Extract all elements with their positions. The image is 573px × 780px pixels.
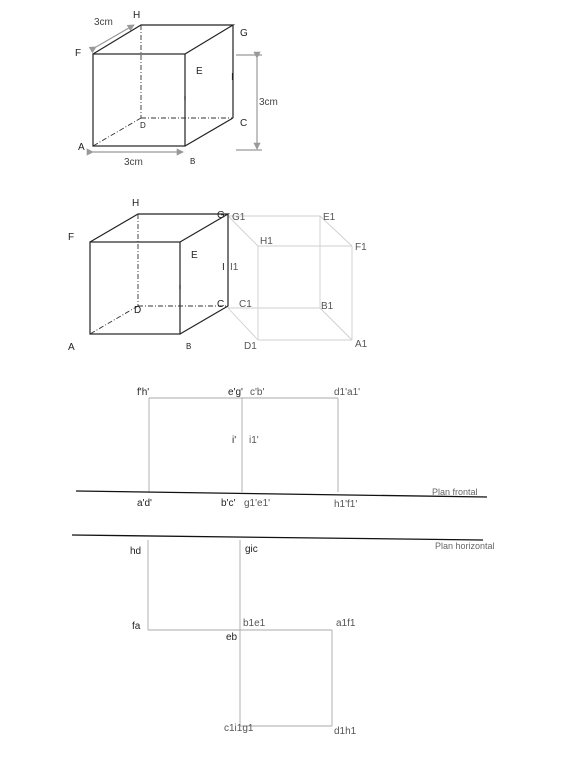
label2-E: E — [191, 250, 198, 261]
label-bc: b'c' — [221, 498, 236, 509]
ghost-edge — [228, 308, 258, 340]
label2-B: B — [186, 342, 192, 351]
label-E1: E1 — [323, 212, 336, 223]
plan-horizontal-label: Plan horizontal — [435, 541, 495, 551]
label-I1: I1 — [230, 262, 239, 273]
plan-frontal-line — [76, 491, 487, 497]
cube2-edge-cb — [180, 306, 228, 334]
label2-I: I — [222, 262, 225, 273]
label-c1i1g1: c1i1g1 — [224, 723, 254, 734]
cube2-hidden-da — [90, 306, 138, 334]
dim-top-arrow — [96, 25, 134, 47]
label-g1e1: g1'e1' — [244, 498, 271, 509]
label-fh: f'h' — [137, 387, 150, 398]
cube-figure-1 — [75, 10, 278, 168]
label2-F: F — [68, 232, 75, 243]
dim-top-text: 3cm — [94, 17, 113, 28]
label2-A: A — [68, 342, 75, 353]
cube1-edge-cb — [185, 118, 233, 146]
label-eg: e'g' — [228, 387, 243, 398]
plan-horizontal-line — [72, 535, 483, 540]
cube-figure-2 — [68, 198, 368, 353]
label-d1h1: d1h1 — [334, 726, 357, 737]
label2-D: D — [134, 305, 142, 316]
label-gic: gic — [245, 544, 258, 555]
label2-H: H — [132, 198, 140, 209]
label-fa: fa — [132, 621, 141, 632]
label-F: F — [75, 48, 82, 59]
label-C: C — [240, 118, 248, 129]
label-G: G — [240, 28, 248, 39]
label-E: E — [196, 66, 203, 77]
cube1-top-face — [93, 25, 233, 54]
label-ad: a'd' — [137, 498, 152, 509]
projection-figure-3 — [72, 387, 495, 737]
label-H1: H1 — [260, 236, 273, 247]
label-F1: F1 — [355, 242, 367, 253]
label-eb: eb — [226, 632, 238, 643]
label-d1a1: d1'a1' — [334, 387, 361, 398]
label-H: H — [133, 10, 141, 21]
label-h1f1: h1'f1' — [334, 499, 358, 510]
label-a1f1: a1f1 — [336, 618, 356, 629]
label2-G: G — [217, 210, 225, 221]
label-b1e1: b1e1 — [243, 618, 266, 629]
label-hd: hd — [130, 546, 142, 557]
label-D1: D1 — [244, 341, 257, 352]
label-A: A — [78, 142, 85, 153]
ghost-edge — [320, 308, 352, 340]
label-D: D — [140, 121, 146, 130]
label-G1: G1 — [232, 212, 246, 223]
cube2-top-face — [90, 214, 228, 242]
cube1-front-face — [93, 54, 185, 146]
cube2-front-face — [90, 242, 180, 334]
label2-C: C — [217, 299, 225, 310]
label-B1: B1 — [321, 301, 334, 312]
label-C1: C1 — [239, 299, 252, 310]
label-i1: i1' — [249, 435, 259, 446]
dim-bottom-text: 3cm — [124, 157, 143, 168]
label-I: I — [231, 72, 234, 83]
label-i: i' — [232, 435, 237, 446]
dim-right-text: 3cm — [259, 97, 278, 108]
label-A1: A1 — [355, 339, 368, 350]
label-cb: c'b' — [250, 387, 265, 398]
label-B: B — [190, 157, 196, 166]
cube1-hidden-da — [93, 118, 141, 146]
plan-frontal-label: Plan frontal — [432, 487, 478, 497]
